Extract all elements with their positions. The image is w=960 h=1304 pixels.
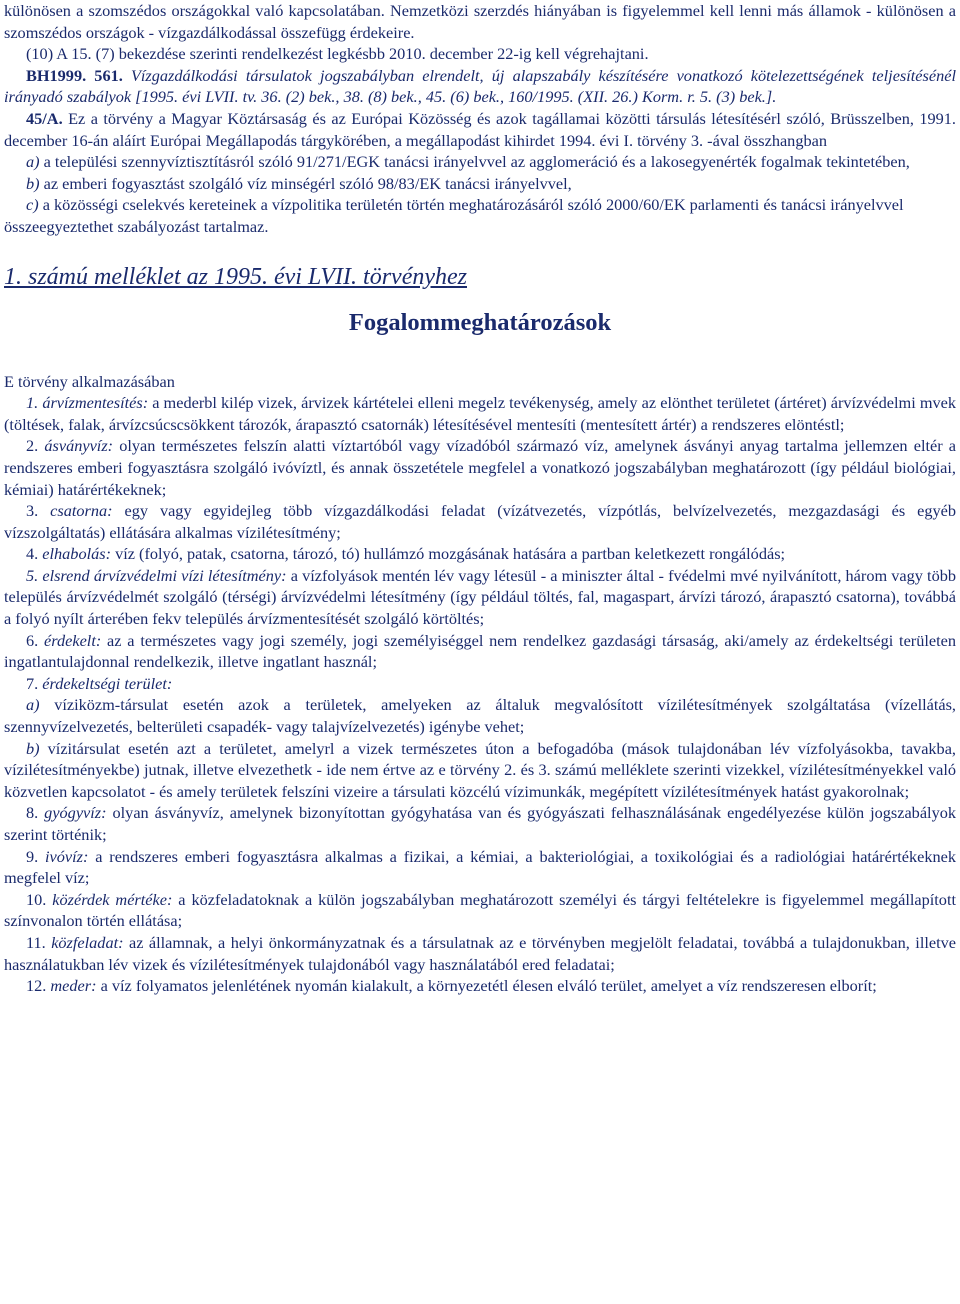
definition-term: csatorna:: [50, 501, 113, 521]
section-45a-closing: összeegyeztethet szabályozást tartalmaz.: [4, 216, 269, 236]
definition-text: olyan ásványvíz, amelynek bizonyítottan gyógyhatása van és gyógyászati felhasználásának engedélyezése külön jogszabályok szerint történik;: [4, 803, 956, 844]
point-a-label: a): [26, 152, 40, 172]
definition-term: ivóvíz:: [45, 846, 89, 866]
definition-term: érdekeltségi terület:: [42, 673, 173, 693]
definition-text: a víz folyamatos jelenlétének nyomán kialakult, a környezetétl élesen elváló terület, amelyet a víz rendszeresen elborít;: [96, 976, 877, 996]
court-decision-bh1999: [4, 65, 956, 108]
definition-text: az államnak, a helyi önkormányzatnak és a társulatnak az e törvényben megjelölt feladatai, továbbá a tulajdonukban, illetve használatukban lév vizek és vízilétesítmények tulajdonából vagy használatából ered feladatai;: [4, 932, 956, 974]
definition-text: a mederbl kilép vizek, árvizek kártételei elleni megelz tevékenység, amely az elönthet területet (ártéret) árvízvédelmi mvek (töltések, falak, árvízcsúcscsökkent tározók, árapasztó csatornák) létesítésével mentesíti (mentesített ártér) a rendszeres elöntéstl;: [4, 393, 956, 434]
definition-text: az a természetes vagy jogi személy, jogi személyiséggel nem rendelkez gazdasági társaság, aki/amely az érdekeltségi területen ingatlantulajdonnal rendelkezik, illetve ingatlant használ;: [4, 630, 956, 672]
annex-title: 1. számú melléklet az 1995. évi LVII. törvényhez: [4, 263, 467, 290]
definition-7-point-b: [4, 738, 956, 803]
definition-term: elhabolás:: [42, 544, 112, 564]
section-45a-point-c: [4, 194, 956, 216]
definition-3: [4, 500, 956, 543]
definition-number: 10.: [26, 889, 53, 909]
definition-number: 7.: [26, 673, 43, 693]
section-45a-text: Ez a törvény a Magyar Köztársaság és az Európai Közösség és azok tagállamai közötti társulás létesítésérl szóló, Brüsszelben, 1991. december 16-án aláírt Európai Megállapodás tárgykörében, a megállapodást kihirdet 1994. évi I. törvény 3. -ával összhangban: [4, 108, 956, 150]
section-45a-point-b: [4, 173, 956, 195]
definition-text: a közfeladatoknak a külön jogszabályban meghatározott személyi és tárgyi feltételekre is figyelemmel megállapított színvonalon történ ellátása;: [4, 889, 956, 931]
definition-term: 5. elsrend árvízvédelmi vízi létesítmény:: [26, 565, 287, 585]
definition-term: gyógyvíz:: [44, 803, 107, 823]
point-a-text: a települési szennyvíztisztításról szóló 91/271/EGK tanácsi irányelvvel az agglomeráció és a lakosegyenérték fogalmak tekintetében,: [39, 152, 910, 172]
definition-9: [4, 846, 956, 889]
definition-number: 9.: [26, 846, 46, 866]
definition-number: 4.: [26, 544, 43, 564]
definition-7: [4, 673, 956, 695]
definition-text: víz (folyó, patak, csatorna, tározó, tó) hullámzó mozgásának hatására a partban keletkezett rongálódás;: [111, 544, 786, 564]
definition-number: 11.: [26, 932, 52, 952]
section-45a-number: 45/A.: [26, 108, 63, 128]
section-45a: [4, 108, 956, 151]
point-text: víziközm-társulat esetén azok a területek, amelyeken az általuk megvalósított vízilétesítmények szolgáltatása (vízellátás, szennyvízelvezetés, belterületi csapadék- vagy talajvízelvezetés) igénybe vehet;: [4, 695, 956, 737]
definition-6: [4, 630, 956, 673]
point-text: vízitársulat esetén azt a területet, amelyrl a vizek természetes úton a befogadóba (mások tulajdonában lév vízfolyásokba, tavakba, vízilétesítményekbe) jutnak, illetve elvezethetk - ide nem értve az e törvény 2. és 3. számú melléklete szerinti vizekkel, vízilétesítményekkel való közvetlen kapcsolatot - és amely területek felszíni vizeire a társulati közcélú vízimunkák, megépített vízilétesítmények hatást gyakorolnak;: [4, 738, 956, 801]
definition-term: meder:: [50, 976, 97, 996]
definitions-intro: E törvény alkalmazásában: [4, 371, 175, 391]
definition-10: [4, 889, 956, 932]
definition-number: 6.: [26, 630, 45, 650]
point-b-label: b): [26, 173, 40, 193]
definition-term: 1. árvízmentesítés:: [26, 393, 149, 413]
definition-term: ásványvíz:: [44, 436, 114, 456]
definition-5: [4, 565, 956, 630]
definition-11: [4, 932, 956, 975]
definition-text: olyan természetes felszín alatti víztartóból vagy vízadóból származó víz, amelynek ásványi anyag tartalma jellemzen eltér a rendszeres emberi fogyasztásra szolgáló ivóvíztl, és annak összetétele megfelel a vonatkozó jogszabályban meghatározott (így például biológiai, kémiai) határértékeknek;: [4, 436, 957, 499]
paragraph-neighbours: különösen a szomszédos országokkal való kapcsolatában. Nemzetközi szerzdés hiányában is figyelemmel kell lenni más államok - különösen a szomszédos országok - vízgazdálkodással összefügg érdekeire.: [4, 1, 956, 42]
point-c-label: c): [26, 195, 39, 215]
definition-term: közérdek mértéke:: [52, 889, 173, 909]
definition-4: [4, 543, 956, 565]
definition-number: 8.: [26, 803, 45, 823]
definition-text: a vízfolyások mentén lév vagy létesül - a miniszter által - fvédelmi mvé nyilvánított, három vagy több település árvízvédelmét szolgáló (térségi) árvízvédelmi létesítmény (így például töltés, fal, magaspart, árvízi tározó, árapasztó csatorna), továbbá a folyó nyílt árterében fekv település árvízmentesítését szolgáló körtöltés;: [4, 565, 956, 629]
definition-text: a rendszeres emberi fogyasztásra alkalmas a fizikai, a kémiai, a bakteriológiai, a toxikológiai és a radiológiai határértékeknek megfelel víz;: [4, 846, 957, 888]
definition-1: [4, 392, 956, 435]
definition-12: [4, 975, 956, 997]
point-c-text: a közösségi cselekvés kereteinek a vízpolitika területén történ meghatározásáról szóló 2000/60/EK parlamenti és tanácsi irányelvvel: [38, 195, 904, 215]
section-45a-point-a: [4, 151, 956, 173]
definition-2: [4, 435, 956, 500]
definition-7-point-a: [4, 694, 956, 737]
definition-term: érdekelt:: [44, 630, 102, 650]
definition-number: 2.: [26, 436, 45, 456]
bh-reference: BH1999. 561.: [26, 65, 123, 85]
point-b-text: az emberi fogyasztást szolgáló víz minségérl szóló 98/83/EK tanácsi irányelvvel,: [39, 173, 572, 193]
section-title: Fogalommeghatározások: [348, 308, 612, 336]
point-label: b): [26, 738, 40, 758]
definition-text: egy vagy egyidejleg több vízgazdálkodási feladat (vízátvezetés, vízpótlás, belvízelvezetés, mezgazdasági és egyéb vízszolgáltatás) ellátására alkalmas vízilétesítmény;: [4, 501, 956, 542]
point-label: a): [26, 695, 40, 715]
definition-number: 3.: [26, 501, 51, 521]
definition-number: 12.: [26, 976, 51, 996]
definition-term: közfeladat:: [51, 932, 124, 952]
bh-summary: Vízgazdálkodási társulatok jogszabályban elrendelt, új alapszabály készítésére vonatkozó kötelezettségének teljesítésénél irányadó szabályok [1995. évi LVII. tv. 36. (2) bek., 38. (8) bek., 45. (6) bek., 160/1995. (XII. 26.) Korm. r. 5. (3) bek.].: [4, 65, 956, 107]
paragraph-15-10: (10) A 15. (7) bekezdése szerinti rendelkezést legkésbb 2010. december 22-ig kell végrehajtani.: [26, 44, 649, 64]
definition-8: [4, 802, 956, 845]
